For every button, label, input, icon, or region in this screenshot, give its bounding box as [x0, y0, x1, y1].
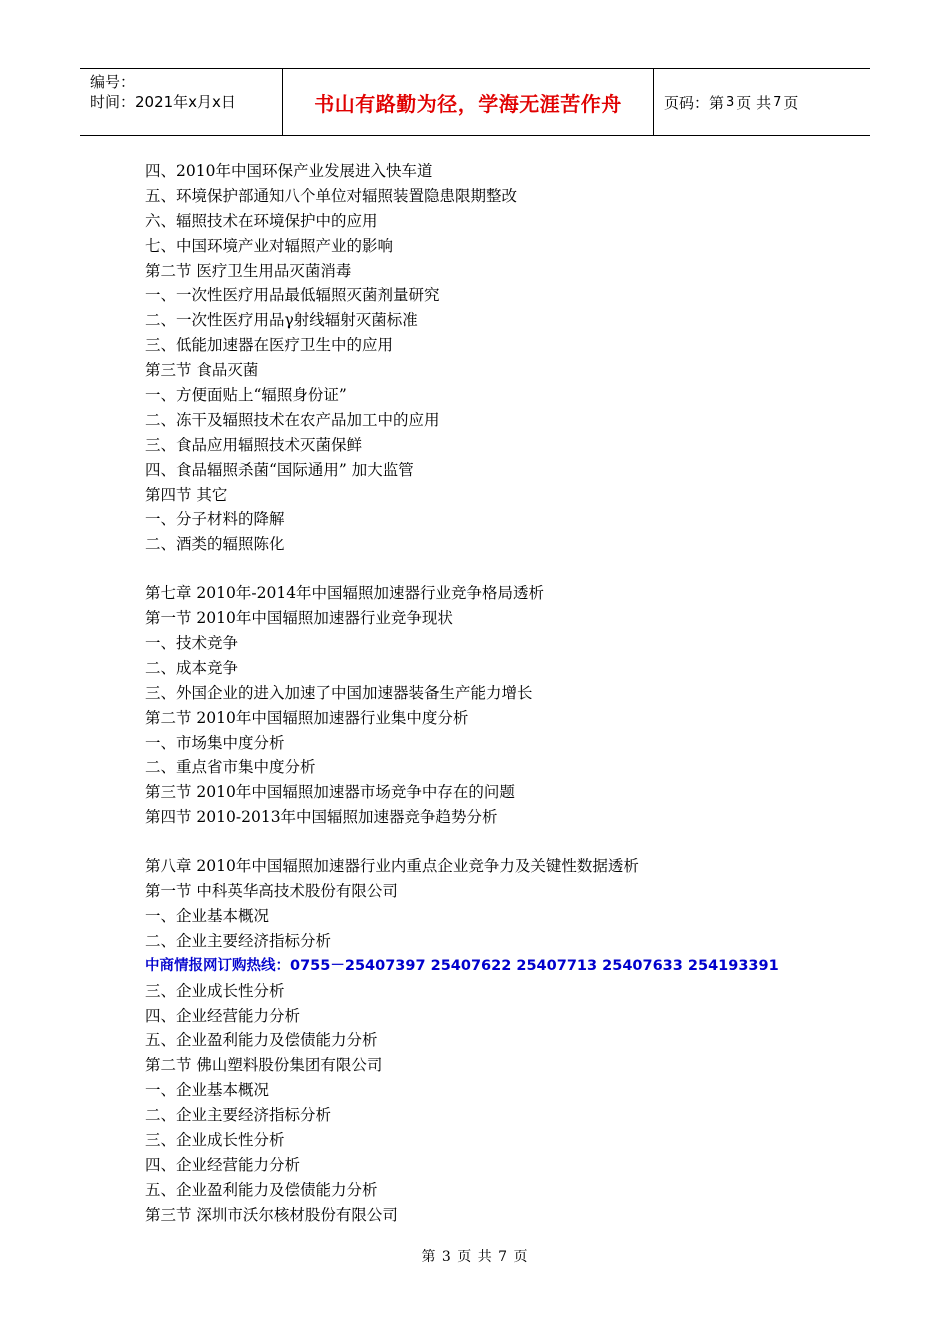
header-motto: 书山有路勤为径，学海无涯苦作舟	[282, 69, 654, 135]
toc-line: 第二节 2010年中国辐照加速器行业集中度分析	[145, 708, 469, 727]
document-body	[145, 159, 865, 1228]
toc-line: 一、分子材料的降解	[145, 510, 285, 529]
toc-block-1	[145, 159, 865, 557]
order-hotline: 中商情报网订购热线：0755－25407397 25407622 25407713 25407633 254193391	[145, 957, 779, 974]
toc-line: 六、辐照技术在环境保护中的应用	[145, 211, 378, 230]
toc-line: 一、企业基本概况	[145, 1081, 270, 1100]
toc-line: 一、方便面贴上“辐照身份证”	[145, 386, 347, 405]
toc-line: 二、酒类的辐照陈化	[145, 535, 285, 554]
toc-block-2	[145, 581, 865, 830]
page-middle: 页 共	[736, 93, 772, 112]
toc-line: 第一节 2010年中国辐照加速器行业竞争现状	[145, 609, 453, 628]
toc-line: 第七章 2010年-2014年中国辐照加速器行业竞争格局透析	[145, 584, 545, 603]
page-total: 7	[773, 94, 782, 110]
toc-line: 二、企业主要经济指标分析	[145, 931, 332, 950]
toc-line: 七、中国环境产业对辐照产业的影响	[145, 236, 394, 255]
section-gap	[145, 830, 865, 854]
document-time-label: 时间：2021年x月x日	[90, 93, 236, 111]
toc-line: 一、市场集中度分析	[145, 733, 285, 752]
toc-line: 五、企业盈利能力及偿债能力分析	[145, 1180, 378, 1199]
toc-line: 四、2010年中国环保产业发展进入快车道	[145, 162, 433, 180]
toc-line: 二、成本竞争	[145, 658, 239, 677]
toc-line: 一、一次性医疗用品最低辐照灭菌剂量研究	[145, 286, 440, 305]
toc-line: 第三节 深圳市沃尔核材股份有限公司	[145, 1205, 398, 1224]
toc-line: 三、低能加速器在医疗卫生中的应用	[145, 336, 394, 355]
toc-line: 四、企业经营能力分析	[145, 1006, 301, 1025]
toc-block-3a	[145, 854, 865, 954]
header-page-indicator	[654, 69, 870, 135]
section-gap	[145, 557, 865, 581]
toc-line: 二、重点省市集中度分析	[145, 758, 316, 777]
page-footer: 第 3 页 共 7 页	[421, 1249, 529, 1265]
toc-block-3b	[145, 979, 865, 1228]
toc-line: 第八章 2010年中国辐照加速器行业内重点企业竞争力及关键性数据透析	[145, 857, 639, 876]
toc-line: 五、企业盈利能力及偿债能力分析	[145, 1031, 378, 1050]
toc-line: 第二节 医疗卫生用品灭菌消毒	[145, 261, 352, 280]
toc-line: 三、食品应用辐照技术灭菌保鲜	[145, 435, 363, 454]
document-number-label: 编号：	[90, 73, 136, 91]
toc-line: 第二节 佛山塑料股份集团有限公司	[145, 1056, 383, 1075]
page-suffix: 页	[783, 93, 799, 112]
toc-line: 第四节 2010-2013年中国辐照加速器竞争趋势分析	[145, 808, 498, 827]
toc-line: 三、企业成长性分析	[145, 981, 285, 1000]
toc-line: 一、技术竞争	[145, 634, 239, 653]
page-prefix: 页码：第	[664, 93, 725, 112]
toc-line: 一、企业基本概况	[145, 906, 270, 925]
toc-line: 第三节 2010年中国辐照加速器市场竞争中存在的问题	[145, 783, 515, 802]
toc-line: 二、一次性医疗用品γ射线辐射灭菌标准	[145, 311, 418, 330]
header-meta	[80, 69, 282, 135]
page-header	[80, 68, 870, 136]
toc-line: 第三节 食品灭菌	[145, 361, 259, 380]
toc-line: 三、企业成长性分析	[145, 1130, 285, 1149]
toc-line: 三、外国企业的进入加速了中国加速器装备生产能力增长	[145, 683, 533, 702]
toc-line: 二、冻干及辐照技术在农产品加工中的应用	[145, 410, 440, 429]
toc-line: 四、食品辐照杀菌“国际通用” 加大监管	[145, 460, 414, 479]
toc-line: 第四节 其它	[145, 485, 228, 504]
toc-line: 第一节 中科英华高技术股份有限公司	[145, 882, 398, 901]
toc-line: 二、企业主要经济指标分析	[145, 1106, 332, 1125]
toc-line: 四、企业经营能力分析	[145, 1155, 301, 1174]
toc-line: 五、环境保护部通知八个单位对辐照装置隐患限期整改	[145, 186, 518, 205]
page-current: 3	[726, 94, 735, 110]
